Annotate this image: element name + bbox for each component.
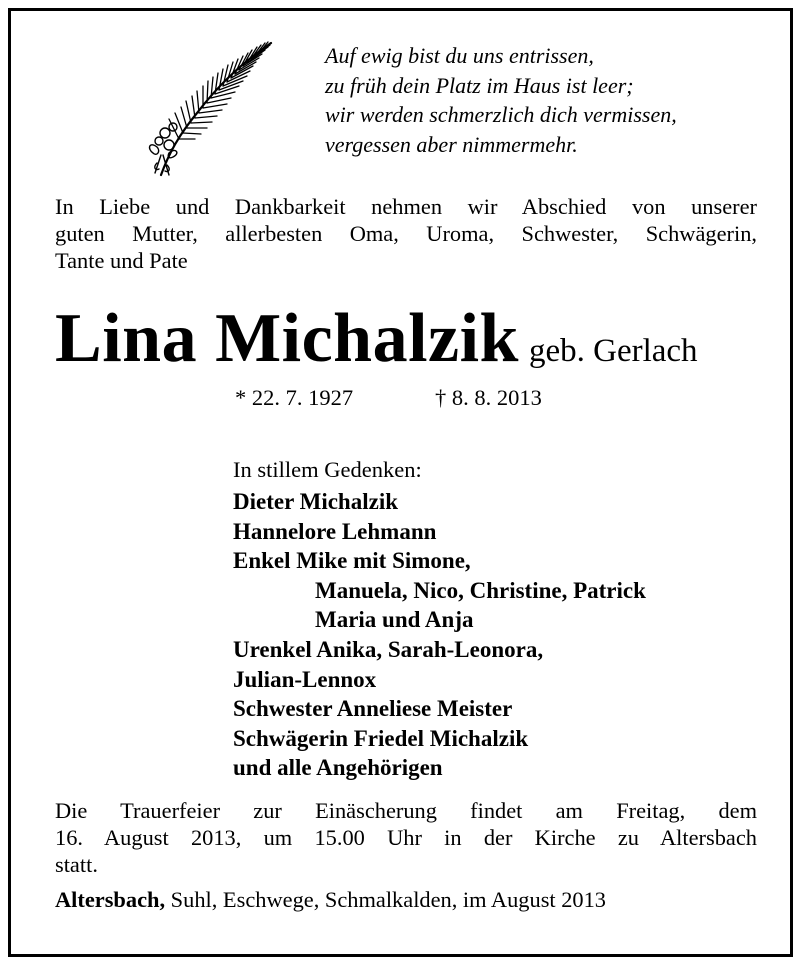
mourner-line: Maria und Anja xyxy=(315,607,474,633)
death-date: † 8. 8. 2013 xyxy=(435,385,542,410)
feather-icon xyxy=(139,35,275,181)
mourner-line: Manuela, Nico, Christine, Patrick xyxy=(315,577,646,603)
poem xyxy=(325,41,775,159)
intro-text xyxy=(55,193,757,274)
mourners-list xyxy=(233,487,646,783)
obituary-border xyxy=(8,8,793,957)
mourner-line: und alle Angehörigen xyxy=(233,755,443,781)
memorial-heading: In stillem Gedenken: xyxy=(233,457,422,482)
intro-line: guten Mutter, allerbesten Oma, Uroma, Schwester, Schwägerin, xyxy=(55,221,757,246)
deceased-name: Lina Michalzik xyxy=(55,300,519,377)
place-main: Altersbach, xyxy=(55,887,166,912)
intro-line: Tante und Pate xyxy=(55,248,188,273)
service-line: 16. August 2013, um 15.00 Uhr in der Kirche zu Altersbach xyxy=(55,825,757,850)
place-and-date xyxy=(55,887,606,913)
poem-line: Auf ewig bist du uns entrissen, xyxy=(325,43,594,68)
mourner-line: Julian-Lennox xyxy=(233,666,377,692)
mourner-line: Schwester Anneliese Meister xyxy=(233,696,513,722)
poem-line: vergessen aber nimmermehr. xyxy=(325,131,578,157)
maiden-name: geb. Gerlach xyxy=(528,333,698,369)
funeral-service-text xyxy=(55,797,757,878)
mourner-line: Schwägerin Friedel Michalzik xyxy=(233,725,529,751)
obituary-notice xyxy=(11,11,790,954)
mourner-line: Hannelore Lehmann xyxy=(233,518,437,544)
deceased-name-row xyxy=(55,299,698,379)
service-line: statt. xyxy=(55,852,98,877)
poem-line: wir werden schmerzlich dich vermissen, xyxy=(325,102,677,127)
mourner-line: Enkel Mike mit Simone, xyxy=(233,548,471,574)
poem-line: zu früh dein Platz im Haus ist leer; xyxy=(325,72,634,98)
birth-date: * 22. 7. 1927 xyxy=(235,385,354,410)
place-rest: Suhl, Eschwege, Schmalkalden, im August 2013 xyxy=(165,887,607,912)
intro-line: In Liebe und Dankbarkeit nehmen wir Abschied von unserer xyxy=(55,194,757,219)
mourner-line: Dieter Michalzik xyxy=(233,489,398,514)
mourner-line: Urenkel Anika, Sarah-Leonora, xyxy=(233,636,544,662)
service-line: Die Trauerfeier zur Einäscherung findet am Freitag, dem xyxy=(55,798,757,823)
